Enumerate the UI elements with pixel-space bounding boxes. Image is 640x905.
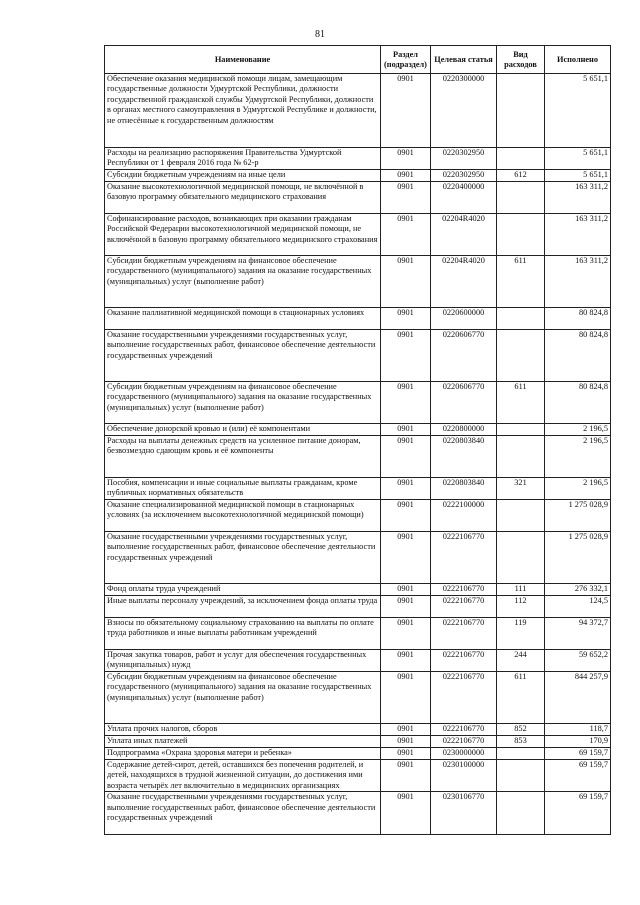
cell-name: Оказание высокотехнологичной медицинской помощи, не включённой в базовую программу обязательного медицинского страхования bbox=[105, 181, 381, 213]
cell-executed: 69 159,7 bbox=[545, 747, 611, 759]
cell-section: 0901 bbox=[381, 255, 431, 307]
table-row bbox=[105, 307, 611, 329]
cell-name: Уплата прочих налогов, сборов bbox=[105, 723, 381, 735]
cell-name: Оказание паллиативной медицинской помощи в стационарных условиях bbox=[105, 307, 381, 329]
table-row bbox=[105, 255, 611, 307]
cell-name: Субсидии бюджетным учреждениям на финансовое обеспечение государственного (муниципального) задания на оказание государственных (муниципальных) услуг (выполнение работ) bbox=[105, 255, 381, 307]
cell-executed: 118,7 bbox=[545, 723, 611, 735]
table-row bbox=[105, 148, 611, 170]
table-row bbox=[105, 213, 611, 255]
header-executed: Исполнено bbox=[545, 46, 611, 74]
cell-executed: 2 196,5 bbox=[545, 423, 611, 435]
cell-name: Субсидии бюджетным учреждениям на финансовое обеспечение государственного (муниципального) задания на оказание государственных (муниципальных) услуг (выполнение работ) bbox=[105, 671, 381, 723]
page-number: 81 bbox=[315, 29, 325, 40]
table-row bbox=[105, 477, 611, 499]
cell-executed: 69 159,7 bbox=[545, 759, 611, 791]
cell-executed: 170,9 bbox=[545, 735, 611, 747]
cell-section: 0901 bbox=[381, 723, 431, 735]
cell-expense-type bbox=[497, 213, 545, 255]
cell-section: 0901 bbox=[381, 499, 431, 531]
cell-executed: 80 824,8 bbox=[545, 381, 611, 423]
table-row bbox=[105, 381, 611, 423]
cell-expense-type bbox=[497, 329, 545, 381]
cell-executed: 124,5 bbox=[545, 595, 611, 617]
cell-expense-type: 119 bbox=[497, 617, 545, 649]
cell-name: Софинансирование расходов, возникающих при оказании гражданам Российской Федерации высокотехнологичной медицинской помощи, не включённой в базовую программу обязательного медицинского страхования bbox=[105, 213, 381, 255]
cell-section: 0901 bbox=[381, 381, 431, 423]
cell-expense-type: 852 bbox=[497, 723, 545, 735]
cell-expense-type bbox=[497, 148, 545, 170]
cell-section: 0901 bbox=[381, 329, 431, 381]
cell-article: 0222106770 bbox=[431, 595, 497, 617]
cell-expense-type bbox=[497, 759, 545, 791]
cell-article: 0220606770 bbox=[431, 381, 497, 423]
cell-article: 0222106770 bbox=[431, 617, 497, 649]
cell-article: 0222106770 bbox=[431, 735, 497, 747]
table-row bbox=[105, 423, 611, 435]
cell-article: 0220606770 bbox=[431, 329, 497, 381]
cell-name: Расходы на выплаты денежных средств на усиленное питание донорам, безвозмездно сдающим кровь и её компоненты bbox=[105, 435, 381, 477]
table-row bbox=[105, 617, 611, 649]
table-row bbox=[105, 329, 611, 381]
cell-expense-type: 321 bbox=[497, 477, 545, 499]
cell-section: 0901 bbox=[381, 169, 431, 181]
cell-section: 0901 bbox=[381, 792, 431, 835]
cell-section: 0901 bbox=[381, 307, 431, 329]
cell-name: Субсидии бюджетным учреждениям на иные цели bbox=[105, 169, 381, 181]
cell-article: 0230000000 bbox=[431, 747, 497, 759]
cell-article: 0222106770 bbox=[431, 649, 497, 671]
table-row bbox=[105, 759, 611, 791]
cell-name: Расходы на реализацию распоряжения Правительства Удмуртской Республики от 1 февраля 2016 года № 62-р bbox=[105, 148, 381, 170]
cell-article: 0230106770 bbox=[431, 792, 497, 835]
cell-name: Фонд оплаты труда учреждений bbox=[105, 583, 381, 595]
cell-article: 0222106770 bbox=[431, 583, 497, 595]
table-row bbox=[105, 747, 611, 759]
cell-name: Содержание детей-сирот, детей, оставшихся без попечения родителей, и детей, находящихся в трудной жизненной ситуации, до достижения ими возраста четырёх лет включительно в медицинских организациях bbox=[105, 759, 381, 791]
cell-executed: 80 824,8 bbox=[545, 307, 611, 329]
table-row bbox=[105, 595, 611, 617]
cell-section: 0901 bbox=[381, 759, 431, 791]
cell-expense-type: 611 bbox=[497, 255, 545, 307]
cell-article: 0220800000 bbox=[431, 423, 497, 435]
cell-section: 0901 bbox=[381, 74, 431, 148]
cell-section: 0901 bbox=[381, 595, 431, 617]
cell-executed: 69 159,7 bbox=[545, 792, 611, 835]
cell-name: Субсидии бюджетным учреждениям на финансовое обеспечение государственного (муниципального) задания на оказание государственных (муниципальных) услуг (выполнение работ) bbox=[105, 381, 381, 423]
cell-expense-type: 611 bbox=[497, 671, 545, 723]
cell-article: 02204R4020 bbox=[431, 213, 497, 255]
cell-expense-type: 244 bbox=[497, 649, 545, 671]
cell-section: 0901 bbox=[381, 181, 431, 213]
cell-executed: 1 275 028,9 bbox=[545, 499, 611, 531]
cell-expense-type bbox=[497, 423, 545, 435]
cell-section: 0901 bbox=[381, 531, 431, 583]
cell-section: 0901 bbox=[381, 735, 431, 747]
table-body bbox=[105, 74, 611, 835]
cell-article: 0220302950 bbox=[431, 169, 497, 181]
cell-executed: 276 332,1 bbox=[545, 583, 611, 595]
cell-executed: 5 651,1 bbox=[545, 169, 611, 181]
cell-executed: 1 275 028,9 bbox=[545, 531, 611, 583]
cell-section: 0901 bbox=[381, 617, 431, 649]
cell-executed: 59 652,2 bbox=[545, 649, 611, 671]
cell-article: 0220400000 bbox=[431, 181, 497, 213]
cell-expense-type bbox=[497, 181, 545, 213]
header-name: Наименование bbox=[105, 46, 381, 74]
cell-executed: 163 311,2 bbox=[545, 255, 611, 307]
budget-table bbox=[104, 45, 611, 835]
cell-executed: 94 372,7 bbox=[545, 617, 611, 649]
cell-name: Иные выплаты персоналу учреждений, за исключением фонда оплаты труда bbox=[105, 595, 381, 617]
cell-section: 0901 bbox=[381, 435, 431, 477]
cell-executed: 2 196,5 bbox=[545, 477, 611, 499]
cell-expense-type: 612 bbox=[497, 169, 545, 181]
table-row bbox=[105, 169, 611, 181]
cell-name: Обеспечение оказания медицинской помощи лицам, замещающим государственные должности Удмуртской Республики, должности государственной гражданской службы Удмуртской Республики, должности в органах местного самоуправления в Удмуртской Республике и должности, не отнесённые к государственным должностям bbox=[105, 74, 381, 148]
cell-article: 0230100000 bbox=[431, 759, 497, 791]
cell-expense-type bbox=[497, 435, 545, 477]
cell-executed: 5 651,1 bbox=[545, 148, 611, 170]
cell-name: Пособия, компенсации и иные социальные выплаты гражданам, кроме публичных нормативных обязательств bbox=[105, 477, 381, 499]
cell-article: 0222100000 bbox=[431, 499, 497, 531]
cell-article: 0220302950 bbox=[431, 148, 497, 170]
cell-article: 02204R4020 bbox=[431, 255, 497, 307]
header-article: Целевая статья bbox=[431, 46, 497, 74]
table-row bbox=[105, 735, 611, 747]
cell-executed: 844 257,9 bbox=[545, 671, 611, 723]
table-row bbox=[105, 671, 611, 723]
table-row bbox=[105, 499, 611, 531]
table-row bbox=[105, 723, 611, 735]
cell-section: 0901 bbox=[381, 583, 431, 595]
cell-name: Оказание специализированной медицинской помощи в стационарных условиях (за исключением высокотехнологичной медицинской помощи) bbox=[105, 499, 381, 531]
cell-name: Оказание государственными учреждениями государственных услуг, выполнение государственных работ, финансовое обеспечение деятельности государственных учреждений bbox=[105, 792, 381, 835]
table-row bbox=[105, 649, 611, 671]
header-expense-type: Вид расходов bbox=[497, 46, 545, 74]
cell-article: 0222106770 bbox=[431, 723, 497, 735]
cell-expense-type bbox=[497, 74, 545, 148]
cell-expense-type: 111 bbox=[497, 583, 545, 595]
cell-expense-type bbox=[497, 747, 545, 759]
cell-article: 0220300000 bbox=[431, 74, 497, 148]
cell-article: 0220803840 bbox=[431, 477, 497, 499]
cell-executed: 2 196,5 bbox=[545, 435, 611, 477]
table-row bbox=[105, 74, 611, 148]
cell-name: Оказание государственными учреждениями государственных услуг, выполнение государственных работ, финансовое обеспечение деятельности государственных учреждений bbox=[105, 531, 381, 583]
cell-name: Взносы по обязательному социальному страхованию на выплаты по оплате труда работников и иные выплаты работникам учреждений bbox=[105, 617, 381, 649]
cell-expense-type bbox=[497, 499, 545, 531]
cell-expense-type: 611 bbox=[497, 381, 545, 423]
cell-executed: 80 824,8 bbox=[545, 329, 611, 381]
cell-section: 0901 bbox=[381, 671, 431, 723]
table-row bbox=[105, 792, 611, 835]
table-row bbox=[105, 531, 611, 583]
table-row bbox=[105, 583, 611, 595]
table-row bbox=[105, 181, 611, 213]
cell-name: Подпрограмма «Охрана здоровья матери и ребенка» bbox=[105, 747, 381, 759]
cell-section: 0901 bbox=[381, 148, 431, 170]
cell-section: 0901 bbox=[381, 213, 431, 255]
table-header-row bbox=[105, 46, 611, 74]
cell-article: 0220803840 bbox=[431, 435, 497, 477]
cell-section: 0901 bbox=[381, 423, 431, 435]
header-section: Раздел (подраздел) bbox=[381, 46, 431, 74]
cell-name: Прочая закупка товаров, работ и услуг для обеспечения государственных (муниципальных) нужд bbox=[105, 649, 381, 671]
cell-expense-type bbox=[497, 307, 545, 329]
cell-expense-type: 853 bbox=[497, 735, 545, 747]
table-row bbox=[105, 435, 611, 477]
cell-name: Оказание государственными учреждениями государственных услуг, выполнение государственных работ, финансовое обеспечение деятельности государственных учреждений bbox=[105, 329, 381, 381]
cell-expense-type: 112 bbox=[497, 595, 545, 617]
cell-article: 0222106770 bbox=[431, 531, 497, 583]
cell-expense-type bbox=[497, 531, 545, 583]
cell-executed: 5 651,1 bbox=[545, 74, 611, 148]
cell-article: 0220600000 bbox=[431, 307, 497, 329]
cell-executed: 163 311,2 bbox=[545, 181, 611, 213]
cell-expense-type bbox=[497, 792, 545, 835]
cell-section: 0901 bbox=[381, 477, 431, 499]
cell-section: 0901 bbox=[381, 649, 431, 671]
cell-name: Обеспечение донорской кровью и (или) её компонентами bbox=[105, 423, 381, 435]
cell-article: 0222106770 bbox=[431, 671, 497, 723]
cell-executed: 163 311,2 bbox=[545, 213, 611, 255]
cell-section: 0901 bbox=[381, 747, 431, 759]
cell-name: Уплата иных платежей bbox=[105, 735, 381, 747]
